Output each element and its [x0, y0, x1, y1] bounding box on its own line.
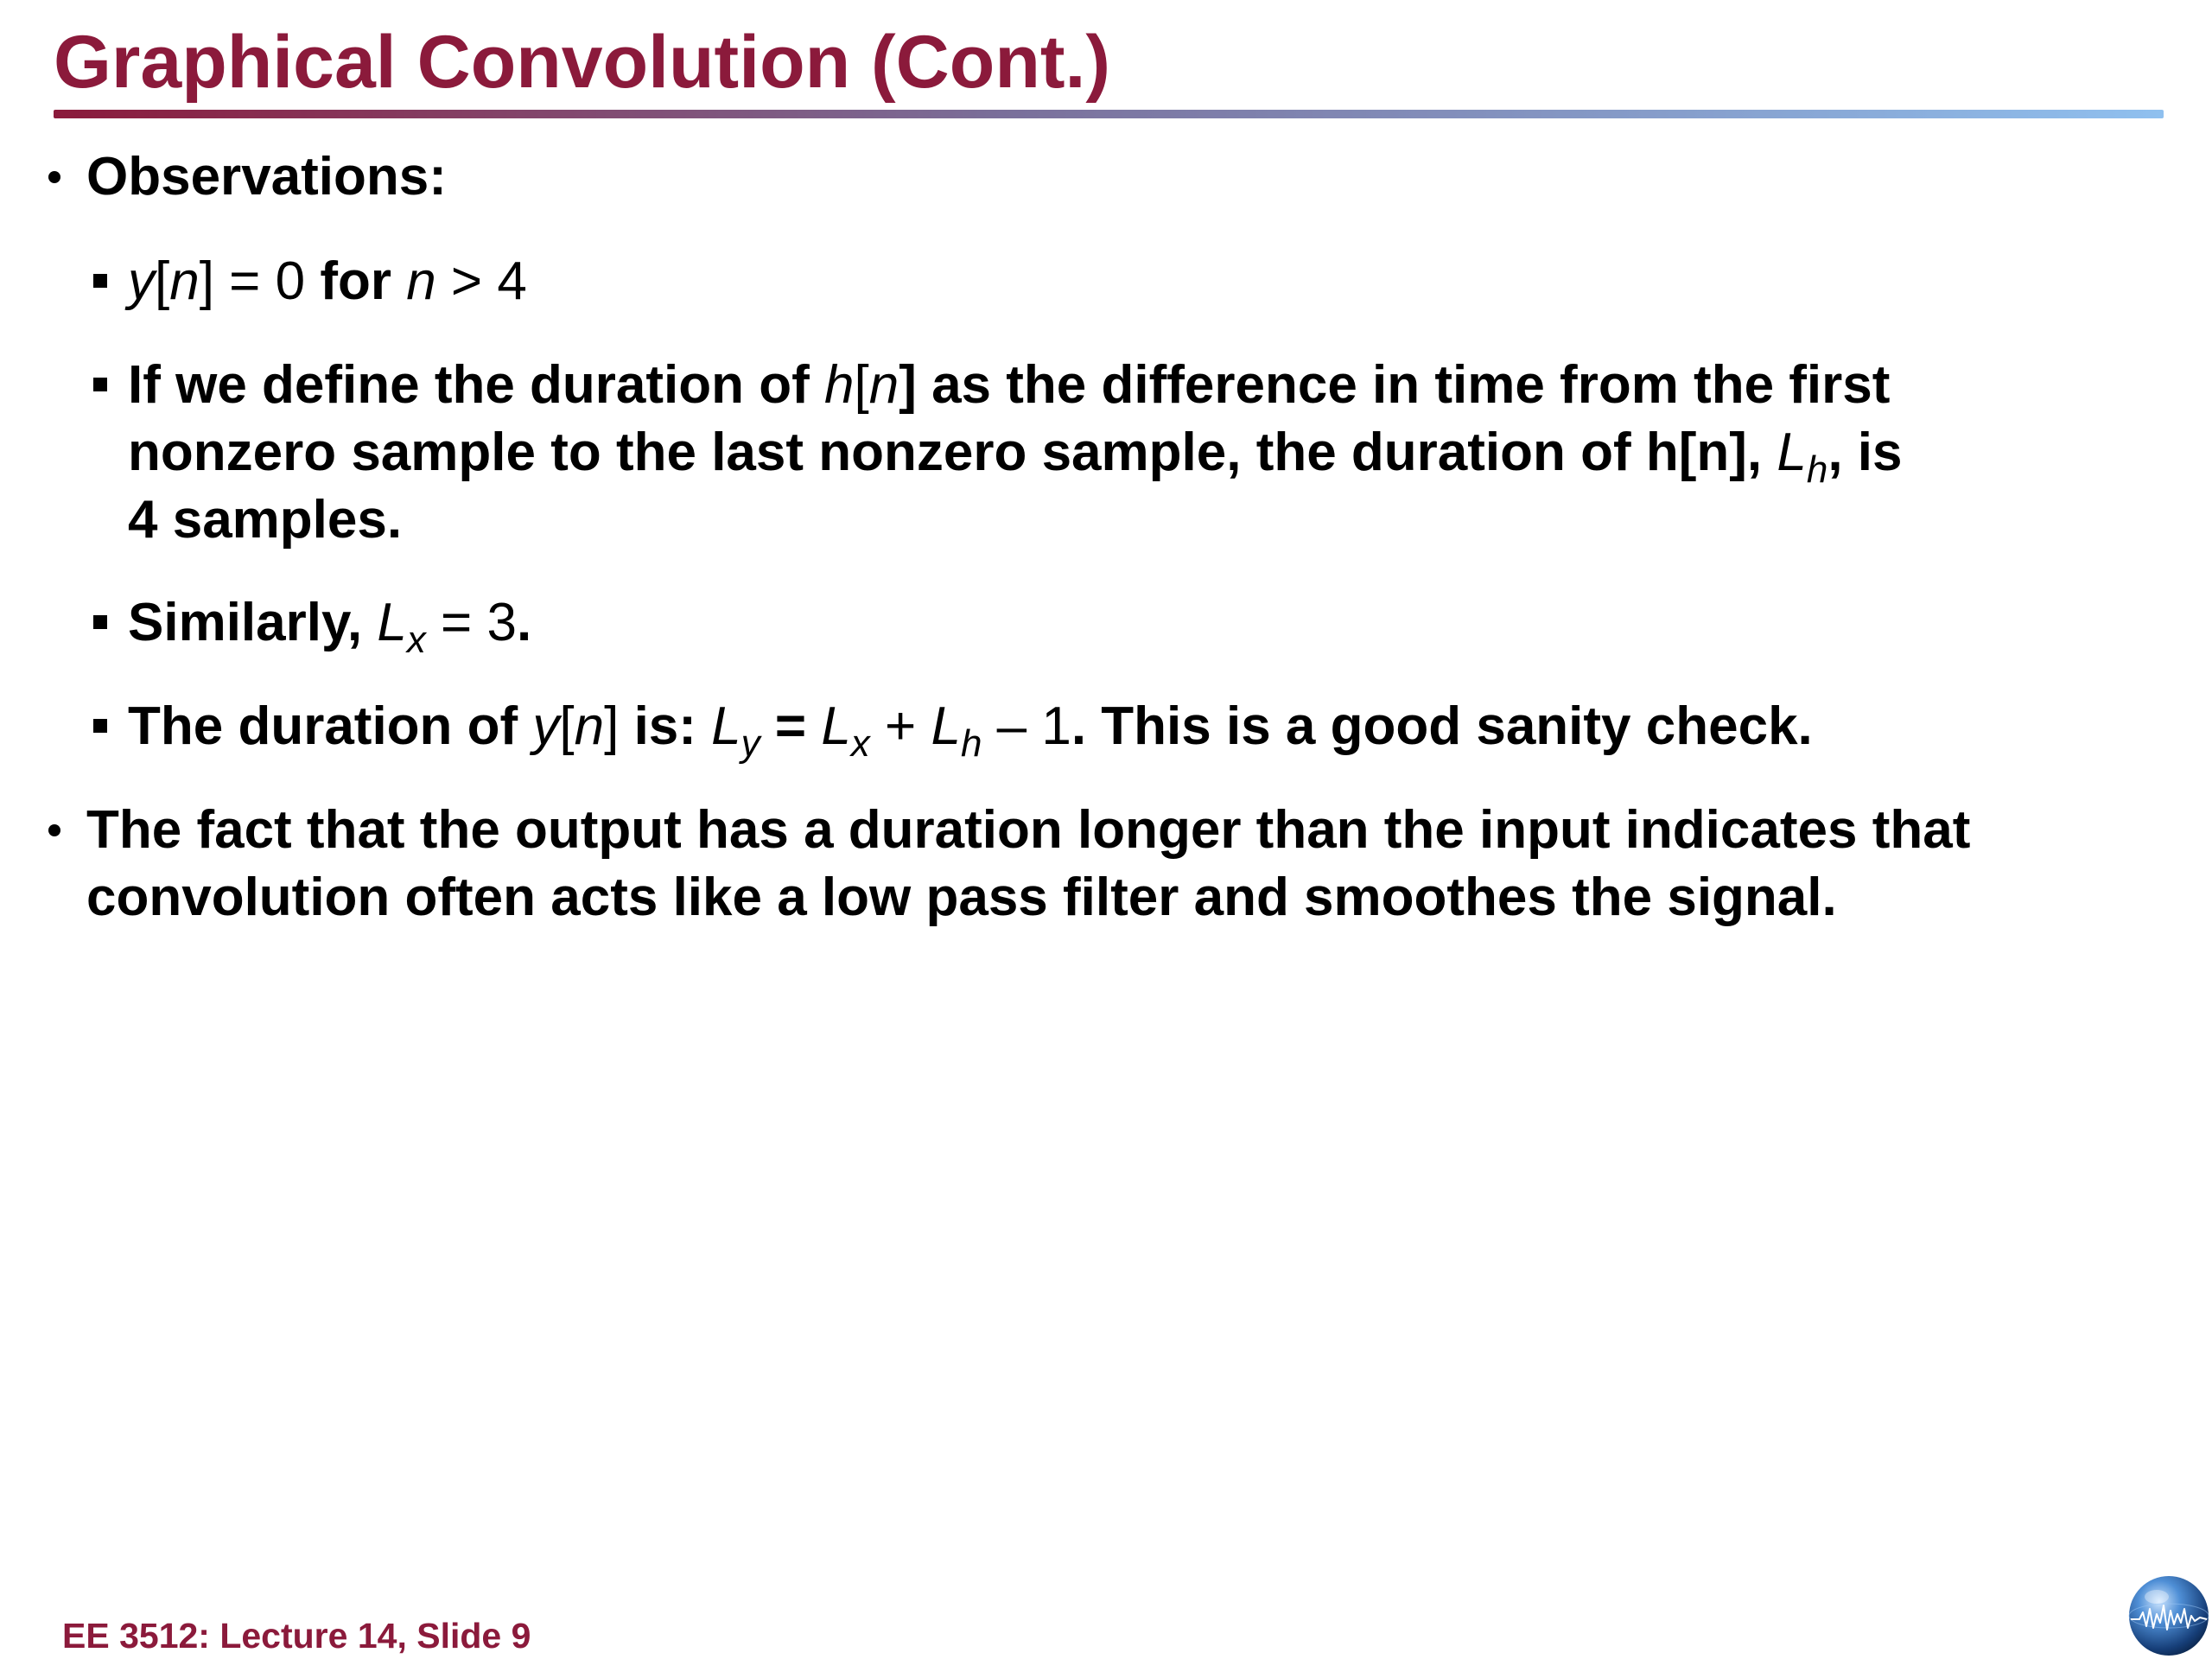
- round-bullet-icon: [48, 824, 60, 836]
- text: is:: [619, 696, 712, 756]
- math-sub-y: y: [741, 722, 760, 765]
- math-L: L: [711, 696, 741, 756]
- math-bracket: ]: [604, 696, 620, 756]
- math-bracket: [: [854, 355, 869, 415]
- text: . This is a good sanity check.: [1071, 696, 1813, 756]
- math-n: n: [574, 696, 605, 756]
- math-y: y: [128, 251, 155, 311]
- bullet-text: Observations:: [86, 147, 447, 207]
- bullet-duration-y: [128, 693, 1813, 765]
- square-bullet-icon: [93, 378, 107, 391]
- bullet-low-pass: [86, 797, 1970, 931]
- math-y: y: [532, 696, 560, 756]
- math-L: L: [377, 593, 407, 652]
- text: The duration of: [128, 696, 533, 756]
- math-bracket: [: [155, 251, 170, 311]
- text: .: [516, 593, 532, 652]
- math-n: n: [406, 251, 436, 311]
- square-bullet-icon: [93, 274, 107, 288]
- square-bullet-icon: [93, 719, 107, 733]
- math-plus: +: [869, 696, 931, 756]
- text: convolution often acts like a low pass filter and smoothes the signal.: [86, 868, 1837, 927]
- text: ] as the difference in time from the first: [899, 355, 1891, 415]
- math-h: h: [824, 355, 855, 415]
- math-sub-h: h: [1806, 448, 1828, 491]
- slide-footer: EE 3512: Lecture 14, Slide 9: [62, 1616, 531, 1656]
- text: If we define the duration of: [128, 355, 824, 415]
- math-n: n: [169, 251, 200, 311]
- math-L: L: [821, 696, 851, 756]
- math-gt-four: > 4: [435, 251, 527, 311]
- slide-title: Graphical Convolution (Cont.): [54, 21, 1111, 104]
- text: Similarly,: [128, 593, 378, 652]
- bullet-duration-h: [128, 352, 1903, 554]
- math-sub-x: x: [406, 619, 426, 661]
- math-bracket: [: [559, 696, 575, 756]
- math-sub-h: h: [960, 722, 982, 765]
- math-eq-three: = 3: [425, 593, 517, 652]
- bullet-observations: [86, 143, 447, 211]
- text: , is: [1827, 423, 1903, 482]
- text: 4 samples.: [128, 490, 403, 550]
- math-L: L: [1777, 423, 1807, 482]
- math-minus-one: – 1: [982, 696, 1071, 756]
- math-L: L: [931, 696, 961, 756]
- math-n: n: [868, 355, 899, 415]
- math-eq-zero: ] = 0: [199, 251, 306, 311]
- text-equals: =: [760, 696, 822, 756]
- title-underline-rule: [54, 110, 2164, 118]
- bullet-similarly: [128, 589, 532, 661]
- bullet-yn-zero: [128, 248, 527, 315]
- text-for: for: [305, 251, 407, 311]
- round-bullet-icon: [48, 171, 60, 183]
- math-sub-x: x: [850, 722, 870, 765]
- text: The fact that the output has a duration longer than the input indicates that: [86, 800, 1971, 860]
- square-bullet-icon: [93, 615, 107, 629]
- globe-waveform-logo-icon: [2127, 1574, 2210, 1657]
- text: nonzero sample to the last nonzero sample, the duration of h[n],: [128, 423, 1777, 482]
